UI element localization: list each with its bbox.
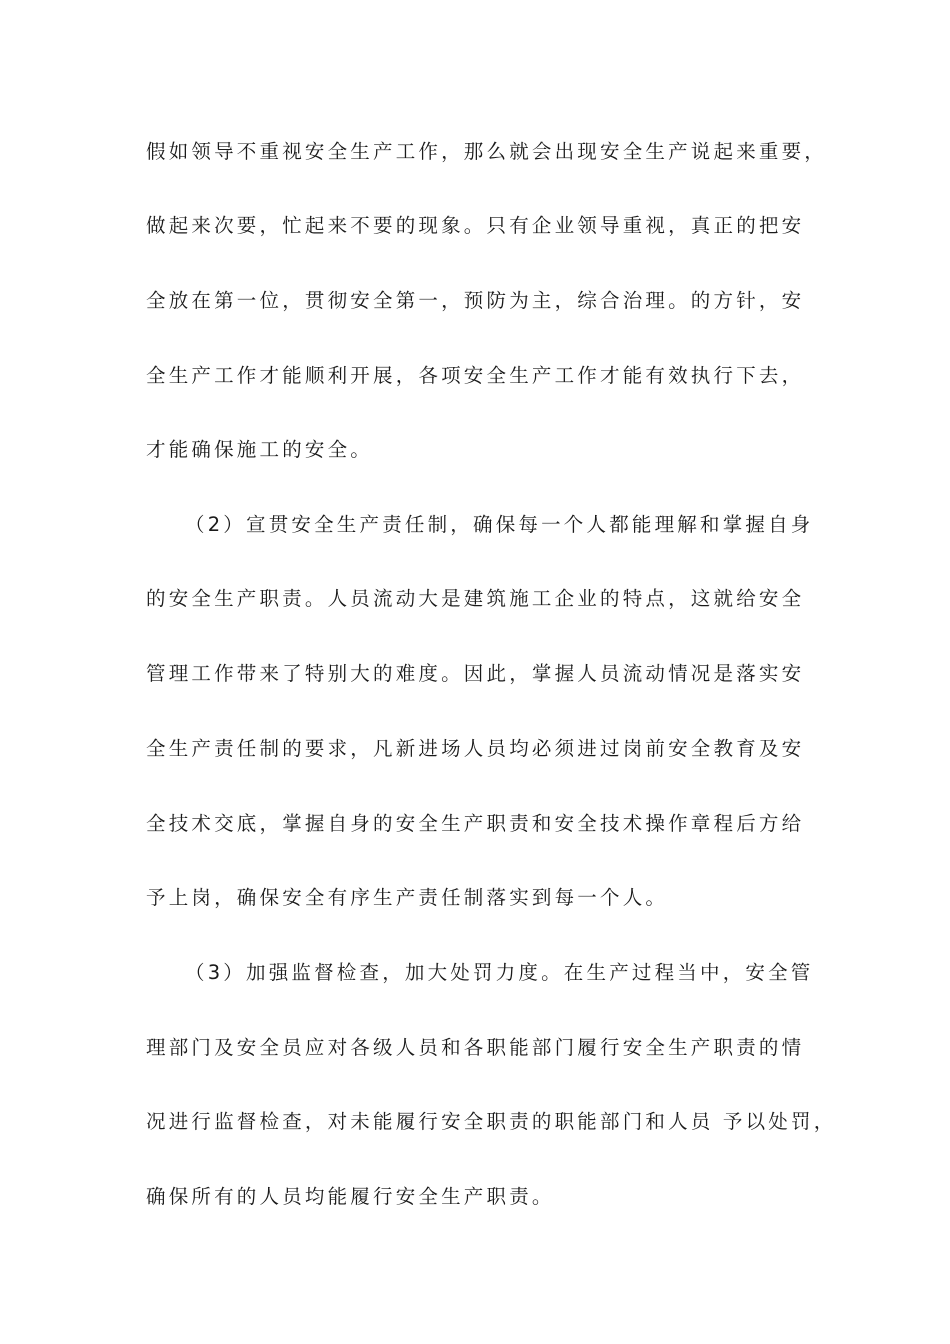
text-line: 管理工作带来了特别大的难度。因此，掌握人员流动情况是落实安 (146, 662, 805, 685)
text-line: 才能确保施工的安全。 (146, 438, 374, 461)
text-line: 予上岗，确保安全有序生产责任制落实到每一个人。 (146, 886, 669, 909)
text-line: 做起来次要，忙起来不要的现象。只有企业领导重视，真正的把安 (146, 214, 805, 237)
text-line: 假如领导不重视安全生产工作，那么就会出现安全生产说起来重要， (146, 140, 828, 163)
text-line: 全放在第一位，贯彻安全第一，预防为主，综合治理。的方针，安 (146, 289, 805, 312)
text-line: 全生产责任制的要求，凡新进场人员均必须进过岗前安全教育及安 (146, 737, 805, 760)
text-line: 理部门及安全员应对各级人员和各职能部门履行安全生产职责的情 (146, 1036, 805, 1059)
text-line: 确保所有的人员均能履行安全生产职责。 (146, 1185, 555, 1208)
text-line: 况进行监督检查，对未能履行安全职责的职能部门和人员 予以处罚， (146, 1110, 837, 1133)
paragraph-2-start: （2）宣贯安全生产责任制，确保每一个人都能理解和掌握自身 (185, 513, 814, 536)
text-line: 的安全生产职责。人员流动大是建筑施工企业的特点，这就给安全 (146, 587, 805, 610)
text-line: 全技术交底，掌握自身的安全生产职责和安全技术操作章程后方给 (146, 812, 805, 835)
text-line: 全生产工作才能顺利开展，各项安全生产工作才能有效执行下去， (146, 364, 805, 387)
paragraph-3-start: （3）加强监督检查，加大处罚力度。在生产过程当中，安全管 (185, 961, 814, 984)
